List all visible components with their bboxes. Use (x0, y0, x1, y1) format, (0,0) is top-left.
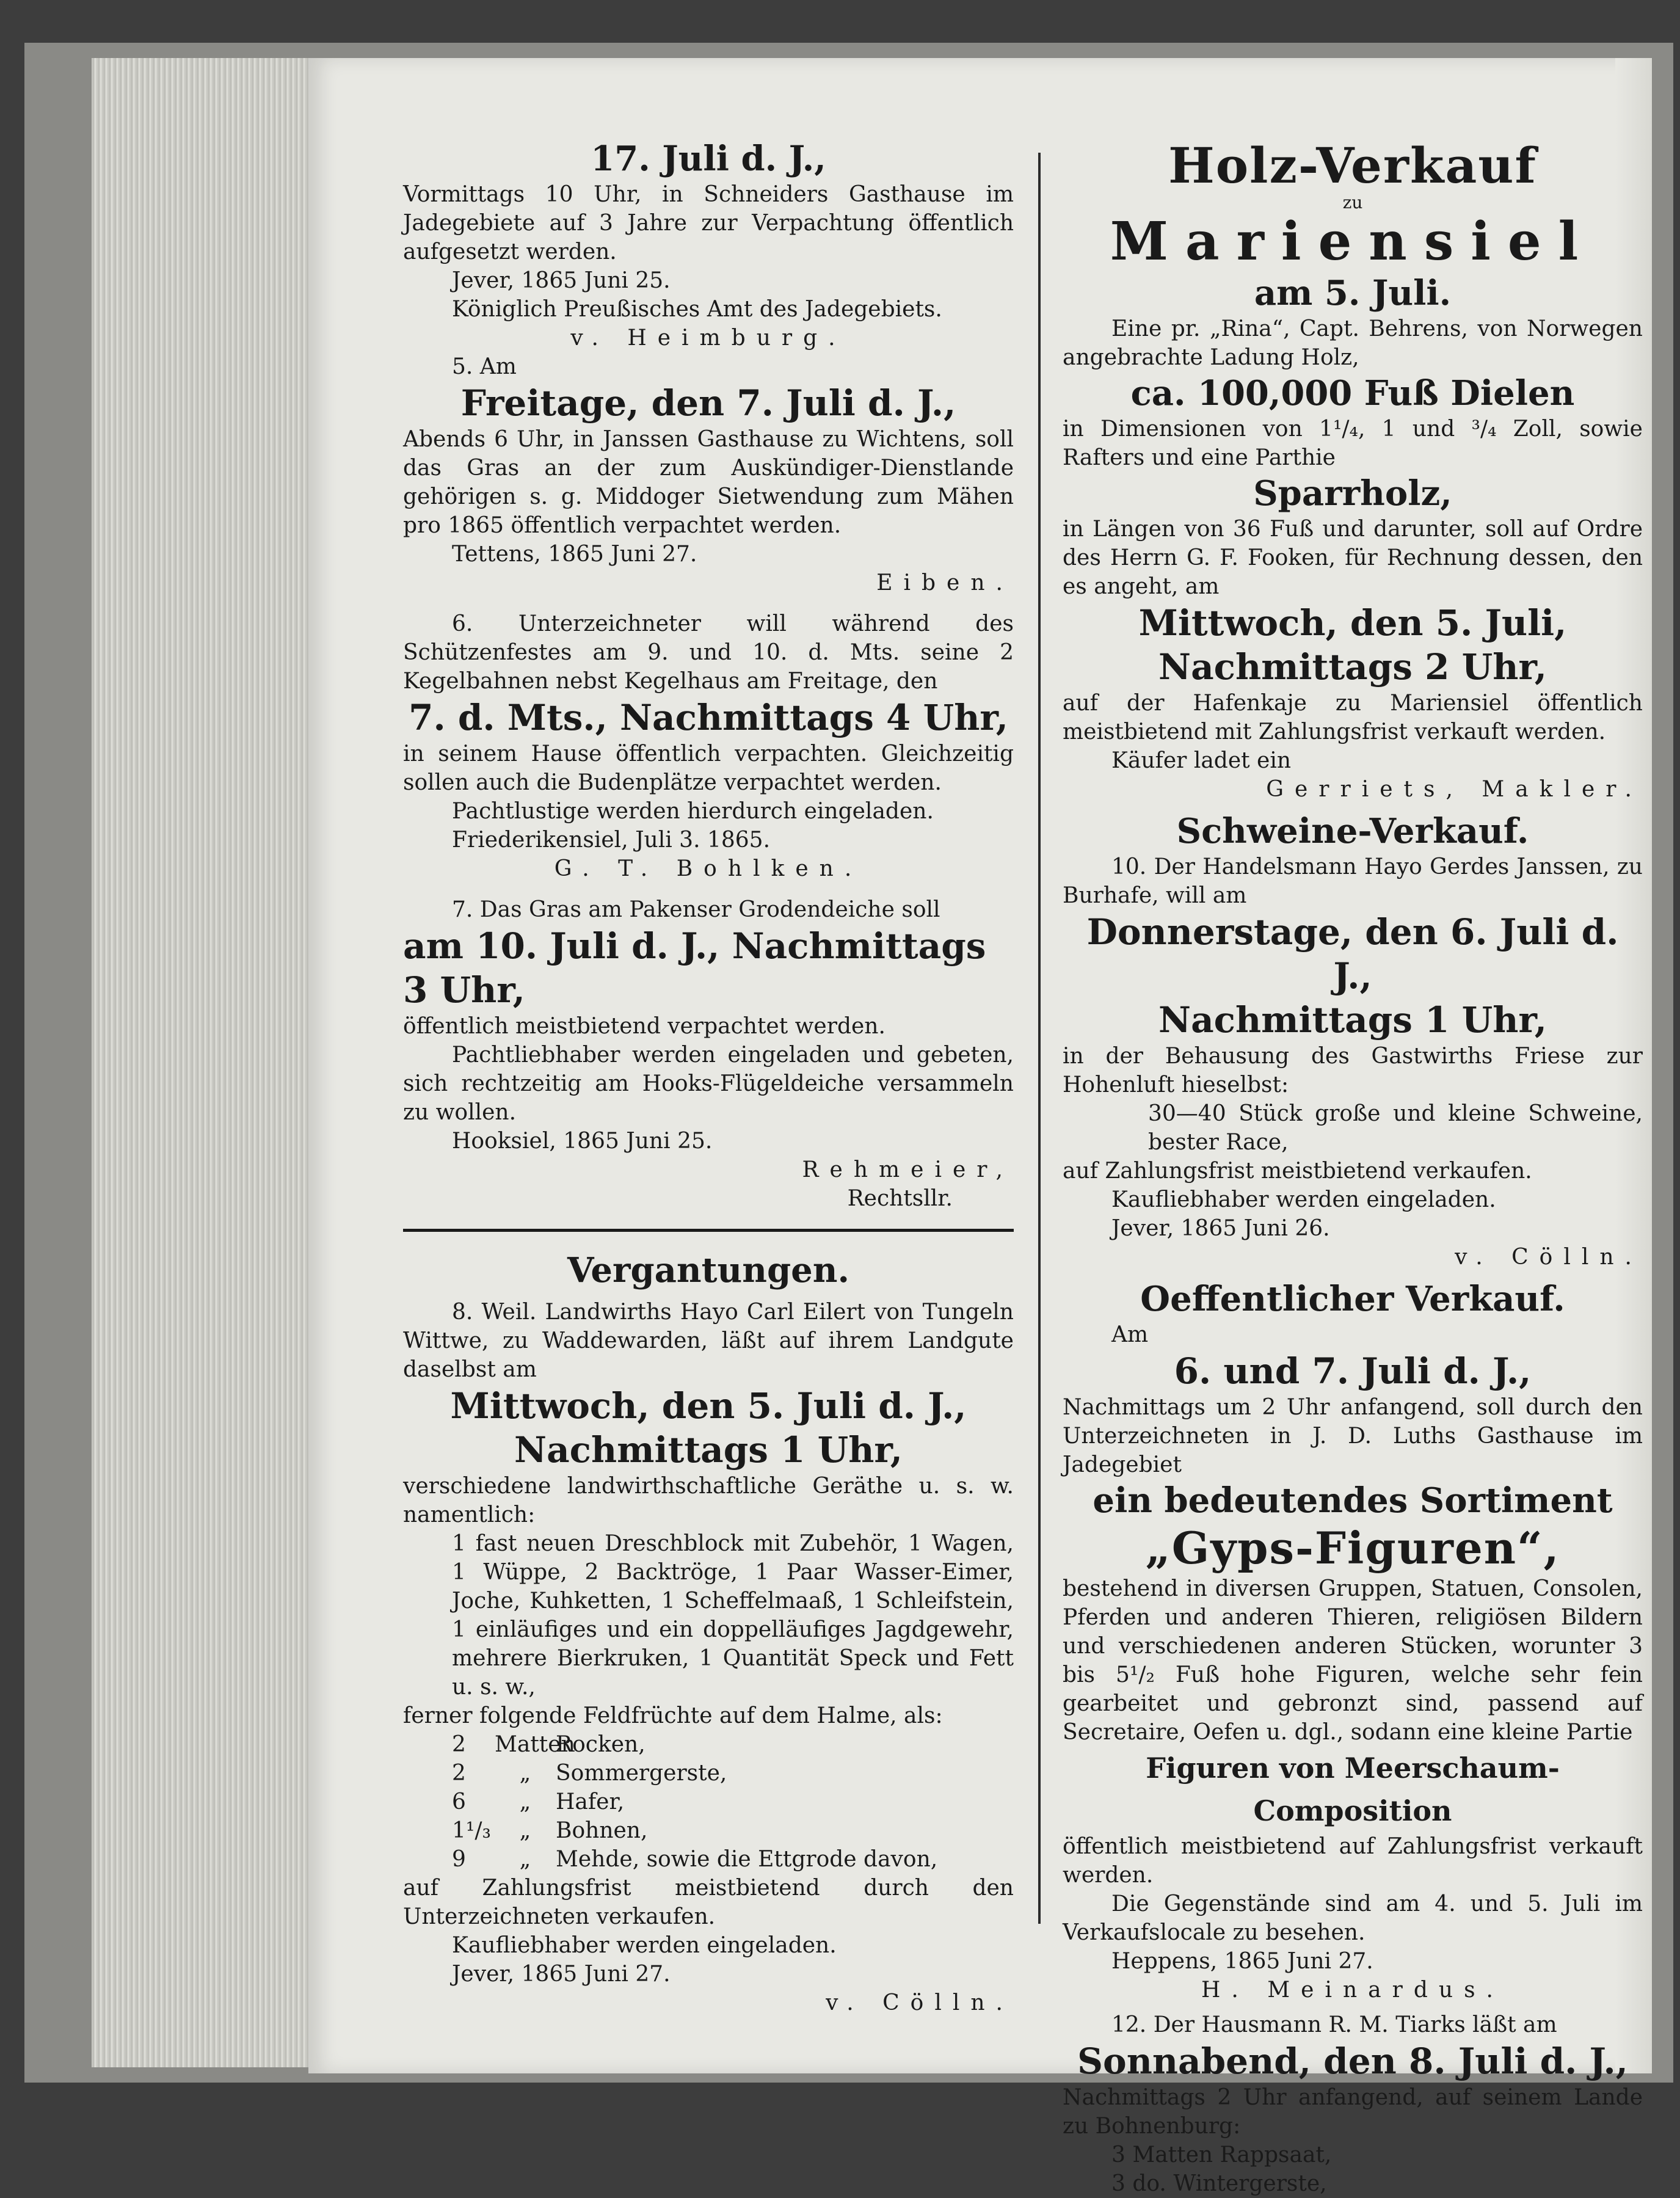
notice-text: Pachtliebhaber werden eingeladen und gebeten, sich rechtzeitig am Hooks-Flügeldeiche versammeln zu wollen. (403, 1043, 1014, 1125)
notice-text: auf Zahlungsfrist meistbietend verkaufen. (1063, 1159, 1532, 1184)
notice-place-date: Jever, 1865 Juni 26. (1111, 1216, 1330, 1241)
crop-item (403, 1759, 1014, 1788)
notice-signature: v. Cölln. (826, 1990, 1014, 2015)
page-edges (92, 58, 324, 2067)
notice-text: in seinem Hause öffentlich verpachten. Gleichzeitig sollen auch die Budenplätze verpachtet werden. (403, 741, 1014, 795)
notice-text: Nachmittags um 2 Uhr anfangend, soll durch den Unterzeichneten in J. D. Luths Gasthause im Jadegebiet (1063, 1395, 1643, 1477)
crop-unit: „ (519, 1847, 531, 1872)
ad-quantity-heading: ca. 100,000 Fuß Dielen (1130, 373, 1575, 413)
notice-text: öffentlich meistbietend verpachtet werden. (403, 1014, 885, 1039)
crop-item (403, 1845, 1014, 1874)
ad-headline: Schweine-Verkauf. (1176, 811, 1529, 851)
notice-signature: v. Cölln. (1455, 1245, 1643, 1270)
notice-text: Vormittags 10 Uhr, in Schneiders Gasthause im Jadegebiete auf 3 Jahre zur Verpachtung öffentlich aufgesetzt werden. (403, 182, 1014, 264)
crop-item (403, 1788, 1014, 1816)
crop-name: Sommergerste, (556, 1761, 727, 1786)
notice-date-heading: am 10. Juli d. J., Nachmittags 3 Uhr, (403, 925, 986, 1011)
ad-place: Mariensiel (1110, 211, 1596, 272)
notice-signature: Gerriets, Makler. (1266, 777, 1643, 802)
notice-text: Die Gegenstände sind am 4. und 5. Juli im Verkaufslocale zu besehen. (1063, 1891, 1643, 1945)
crop-unit: „ (519, 1789, 531, 1814)
notice-date-heading: Sonnabend, den 8. Juli d. J., (1077, 2040, 1628, 2082)
notice-item: 3 Matten Rappsaat, (1111, 2142, 1332, 2167)
notice-date-heading: Mittwoch, den 5. Juli, (1138, 602, 1567, 644)
notice-text: auf Zahlungsfrist meistbietend durch den Unterzeichneten verkaufen. (403, 1876, 1014, 1929)
crop-quantity: 6 (452, 1789, 466, 1814)
right-column (1063, 58, 1643, 2198)
notice-place-date: Friederikensiel, Juli 3. 1865. (452, 828, 771, 853)
notice-invite: Kaufliebhaber werden eingeladen. (1111, 1187, 1496, 1212)
ad-headline: Oeffentlicher Verkauf. (1140, 1279, 1565, 1319)
notice-date-heading: 6. und 7. Juli d. J., (1174, 1350, 1532, 1392)
notice-text: Abends 6 Uhr, in Janssen Gasthause zu Wichtens, soll das Gras an der zum Auskündiger-Dienstlande gehörigen s. g. Middoger Sietwendung zum Mähen pro 1865 öffentlich verpachtet werden. (403, 427, 1014, 538)
ad-item-heading: „Gyps-Figuren“, (1145, 1522, 1560, 1574)
crop-name: Mehde, sowie die Ettgrode davon, (556, 1847, 938, 1872)
crop-unit: Matten (495, 1732, 575, 1757)
notice-text: in der Behausung des Gastwirths Friese zur Hohenluft hieselbst: (1063, 1044, 1643, 1097)
notice-text: auf der Hafenkaje zu Mariensiel öffentlich meistbietend mit Zahlungsfrist verkauft werden. (1063, 691, 1643, 744)
notice-signature: Eiben. (876, 570, 1014, 595)
notice-text: verschiedene landwirthschaftliche Geräthe u. s. w. namentlich: (403, 1474, 1014, 1527)
section-rule (403, 1229, 1014, 1232)
notice-text: 7. Das Gras am Pakenser Grodendeiche soll (452, 897, 940, 922)
crop-quantity: 9 (452, 1847, 466, 1872)
notice-time-heading: Nachmittags 1 Uhr, (514, 1429, 903, 1471)
left-column (403, 58, 1014, 2017)
notice-invite: Käufer ladet ein (1111, 748, 1292, 773)
ad-item-heading: Sparrholz, (1253, 473, 1452, 514)
ad-item-heading: Figuren von Meerschaum-Composition (1146, 1752, 1560, 1827)
notice-time-heading: Nachmittags 1 Uhr, (1158, 999, 1547, 1041)
notice-text: 12. Der Hausmann R. M. Tiarks läßt am (1111, 2012, 1557, 2037)
crop-unit: „ (519, 1761, 531, 1786)
notice-place-date: Tettens, 1865 Juni 27. (452, 542, 697, 567)
notice-text: 6. Unterzeichneter will während des Schützenfestes am 9. und 10. d. Mts. seine 2 Kegelbahnen nebst Kegelhaus am Freitage, den (403, 611, 1014, 694)
notice-invite: Kaufliebhaber werden eingeladen. (452, 1933, 837, 1958)
ad-subline: zu (1342, 192, 1363, 213)
notice-date-heading: 17. Juli d. J., (591, 139, 826, 179)
notice-date-heading: 7. d. Mts., Nachmittags 4 Uhr, (409, 697, 1008, 738)
notice-place-date: Jever, 1865 Juni 25. (452, 268, 671, 293)
notice-place-date: Hooksiel, 1865 Juni 25. (452, 1129, 713, 1154)
notice-invite: Pachtlustige werden hierdurch eingeladen. (452, 799, 934, 824)
notice-text: 10. Der Handelsmann Hayo Gerdes Janssen, zu Burhafe, will am (1063, 854, 1643, 908)
notice-intro: 5. Am (452, 354, 517, 379)
notice-signature: Rehmeier, (802, 1157, 1014, 1182)
crop-unit: „ (519, 1818, 531, 1843)
notice-date-heading: Freitage, den 7. Juli d. J., (460, 382, 956, 424)
notice-text: öffentlich meistbietend auf Zahlungsfrist verkauft werden. (1063, 1834, 1643, 1888)
notice-signature: G. T. Bohlken. (554, 856, 863, 881)
notice-text: in Längen von 36 Fuß und darunter, soll auf Ordre des Herrn G. F. Fooken, für Rechnung dessen, den es angeht, am (1063, 517, 1643, 599)
crop-quantity: 2 (452, 1761, 466, 1786)
crop-item (403, 1816, 1014, 1845)
section-heading: Vergantungen. (567, 1250, 849, 1290)
notice-text: Nachmittags 2 Uhr anfangend, auf seinem Lande zu Bohnenburg: (1063, 2085, 1643, 2139)
notice-place-date: Heppens, 1865 Juni 27. (1111, 1949, 1373, 1974)
notice-text: ferner folgende Feldfrüchte auf dem Halme, als: (403, 1703, 943, 1728)
notice-text: bestehend in diversen Gruppen, Statuen, Consolen, Pferden und anderen Thieren, religiösen Bildern und verschiedenen anderen Stücken, worunter 3 bis 5¹/₂ Fuß hohe Figuren, welche sehr fein gearbeitet und gebronzt sind, passend auf Secretaire, Oefen u. dgl., sodann eine kleine Partie (1063, 1576, 1643, 1745)
crop-quantity: 2 (452, 1732, 466, 1757)
notice-place-date: Jever, 1865 Juni 27. (452, 1962, 671, 1987)
notice-intro: Am (1111, 1322, 1149, 1347)
ad-item-heading: ein bedeutendes Sortiment (1093, 1480, 1613, 1521)
notice-text: in Dimensionen von 1¹/₄, 1 und ³/₄ Zoll, sowie Rafters und eine Parthie (1063, 417, 1643, 470)
crop-item (403, 1730, 1014, 1759)
item-list: 1 fast neuen Dreschblock mit Zubehör, 1 Wagen, 1 Wüppe, 2 Backtröge, 1 Paar Wasser-Eimer, Joche, Kuhketten, 1 Scheffelmaaß, 1 Schleifstein, 1 einläufiges und ein doppelläufiges Jagdgewehr, mehrere Bierkruken, 1 Quantität Speck und Fett u. s. w., (452, 1531, 1014, 1700)
ad-headline: Holz-Verkauf (1168, 137, 1537, 194)
crop-quantity: 1¹/₃ (452, 1818, 491, 1843)
notice-item: 30—40 Stück große und kleine Schweine, bester Race, (1148, 1101, 1643, 1155)
notice-item: 3 do. Wintergerste, (1111, 2171, 1327, 2196)
notice-text: 8. Weil. Landwirths Hayo Carl Eilert von Tungeln Wittwe, zu Waddewarden, läßt auf ihrem Landgute daselbst am (403, 1300, 1014, 1382)
crop-name: Bohnen, (556, 1818, 648, 1843)
notice-text: Eine pr. „Rina“, Capt. Behrens, von Norwegen angebrachte Ladung Holz, (1063, 316, 1643, 370)
column-rule (1038, 153, 1041, 1924)
notice-date-heading: Mittwoch, den 5. Juli d. J., (450, 1385, 967, 1427)
notice-signature: H. Meinardus. (1201, 1978, 1504, 2003)
notice-date-heading: Donnerstage, den 6. Juli d. J., (1086, 911, 1619, 997)
notice-signature-title: Rechtsllr. (847, 1186, 953, 1211)
notice-signature: v. Heimburg. (570, 326, 846, 351)
ad-date: am 5. Juli. (1254, 273, 1452, 313)
notice-time-heading: Nachmittags 2 Uhr, (1158, 646, 1547, 688)
crop-name: Hafer, (556, 1789, 625, 1814)
notice-office: Königlich Preußisches Amt des Jadegebiets. (452, 297, 942, 322)
crop-name: Rocken, (556, 1732, 645, 1757)
